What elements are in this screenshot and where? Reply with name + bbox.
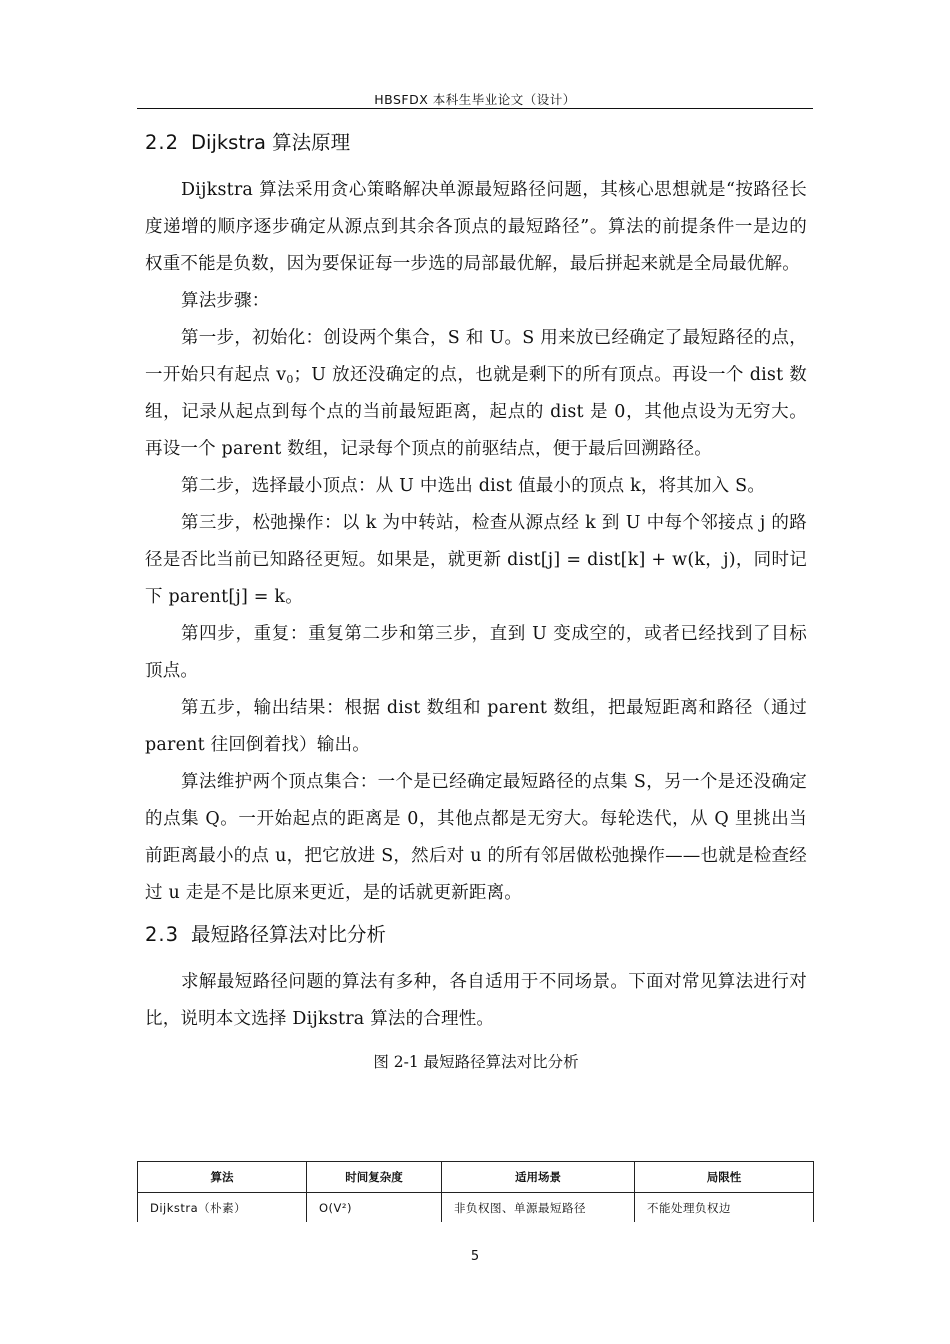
- running-header: HBSFDX 本科生毕业论文（设计）: [374, 92, 576, 107]
- table-header-cell: 算法: [138, 1162, 307, 1193]
- table-cell: Dijkstra（朴素）: [138, 1193, 307, 1224]
- page-break-mask: [0, 1222, 950, 1344]
- section-title: 最短路径算法对比分析: [191, 923, 387, 946]
- table-header-cell: 时间复杂度: [307, 1162, 442, 1193]
- table-cell: 不能处理负权边: [635, 1193, 814, 1224]
- table-header-cell: 局限性: [635, 1162, 814, 1193]
- paragraph: 第二步，选择最小顶点：从 U 中选出 dist 值最小的顶点 k，将其加入 S。: [181, 476, 766, 496]
- section-title: Dijkstra 算法原理: [191, 131, 351, 154]
- paragraph: Dijkstra 算法采用贪心策略解决单源最短路径问题，其核心思想就是“按路径长度递增的顺序逐步确定从源点到其余各顶点的最短路径”。算法的前提条件一是边的权重不能是负数，因为要保证每一步选的局部最优解，最后拼起来就是全局最优解。: [145, 180, 807, 274]
- paragraph: 算法步骤：: [181, 291, 270, 311]
- header-rule: [137, 108, 813, 109]
- section-number: 2.2: [145, 131, 180, 154]
- page-number: 5: [470, 1249, 480, 1264]
- table-cell: O(V²): [307, 1193, 442, 1224]
- figure-caption: 图 2-1 最短路径算法对比分析: [373, 1053, 579, 1071]
- section-number: 2.3: [145, 923, 180, 946]
- paragraph: 第三步，松弛操作：以 k 为中转站，检查从源点经 k 到 U 中每个邻接点 j 的路径是否比当前已知路径更短。如果是，就更新 dist[j] = dist[k] + w(k，j)，同时记下 parent[j] = k。: [145, 513, 807, 607]
- table-header-cell: 适用场景: [442, 1162, 635, 1193]
- section-heading-2-2: [145, 128, 807, 158]
- section-heading-2-3: [145, 920, 807, 950]
- table-row: [138, 1193, 814, 1224]
- paragraph: 算法维护两个顶点集合：一个是已经确定最短路径的点集 S，另一个是还没确定的点集 Q。一开始起点的距离是 0，其他点都是无穷大。每轮迭代，从 Q 里挑出当前距离最小的点 u，把它放进 S，然后对 u 的所有邻居做松弛操作——也就是检查经过 u 走是不是比原来更近，是的话就更新距离。: [145, 772, 807, 903]
- paragraph-step-1: 第一步，初始化：创设两个集合，S 和 U。S 用来放已经确定了最短路径的点，一开始只有起点 $v_0$；U 放还没确定的点，也就是剩下的所有顶点。再设一个 dist 数组，记录从起点到每个点的当前最短距离，起点的 dist 是 0，其他点设为无穷大。再设一个 parent 数组，记录每个顶点的前驱结点，便于最后回溯路径。: [145, 328, 807, 459]
- paragraph: 第四步，重复：重复第二步和第三步，直到 U 变成空的，或者已经找到了目标顶点。: [145, 624, 807, 681]
- paragraph: 第五步，输出结果：根据 dist 数组和 parent 数组，把最短距离和路径（通过 parent 往回倒着找）输出。: [145, 698, 807, 755]
- table-cell: 非负权图、单源最短路径: [442, 1193, 635, 1224]
- table-header-row: [138, 1162, 814, 1193]
- page-body: [145, 128, 807, 1082]
- subscript: 0: [286, 373, 294, 386]
- paragraph: 求解最短路径问题的算法有多种，各自适用于不同场景。下面对常见算法进行对比，说明本文选择 Dijkstra 算法的合理性。: [145, 972, 807, 1029]
